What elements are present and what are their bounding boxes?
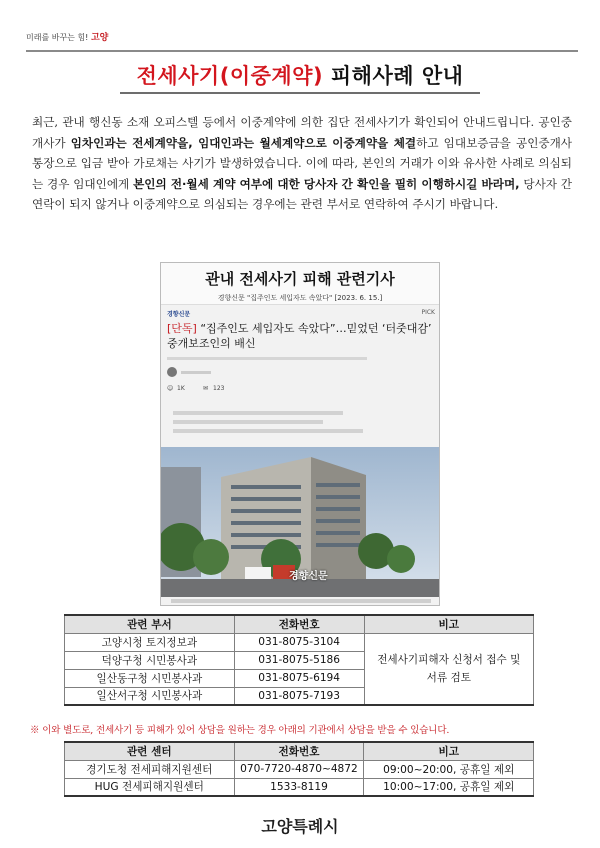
like-icon: ☺ [167,385,174,392]
dept-phone: 031-8075-5186 [234,651,364,669]
dept-phone: 031-8075-3104 [234,633,364,651]
table-row [65,778,534,796]
dept-header-note: 비고 [364,615,533,633]
slogan-text: 미래를 바꾸는 힘! [26,33,89,42]
page-title [0,60,600,90]
news-source: 경향신문 [167,311,191,318]
footer-city-name: 고양특례시 [261,817,339,836]
dept-note-line-2: 서류 검토 [426,671,471,684]
department-contact-table [64,614,534,706]
article-subheading: 경향신문 "집주인도 세입자도 속았다" [2023. 6. 15.] [217,294,383,302]
header-divider [26,50,578,52]
article-meta [167,309,435,319]
title-highlight: 전세사기(이중계약) [136,64,324,88]
table-row [65,633,534,651]
dept-note-line-1: 전세사기피해자 신청서 접수 및 [377,653,521,666]
center-name: HUG 전세피해지원센터 [65,778,235,796]
center-header-phone: 전화번호 [234,742,364,760]
intro-emphasis-2: 본인의 전·월세 계약 여부에 대한 당사자 간 확인을 필히 이행하시길 바라며, [133,176,520,191]
center-note: 09:00~20:00, 공휴일 제외 [364,760,534,778]
intro-text-1: 최근, 관내 행신동 소재 오피스텔 등에서 이중계약에 의한 집단 전세사기가 확인되어 안내드립니다. 공인중개사가 [32,115,572,150]
news-article-image [160,262,440,606]
center-header-note: 비고 [364,742,534,760]
dept-note [364,633,533,705]
center-header-center: 관련 센터 [65,742,235,760]
brand-text: 고양 [90,33,109,43]
comment-count: 123 [213,385,225,392]
top-header [26,28,578,50]
reaction-row [167,385,435,397]
dept-phone: 031-8075-6194 [234,669,364,687]
dept-table-header-row [65,615,534,633]
article-dateline [167,355,435,361]
headline-text: “집주인도 세입자도 속았다”…믿었던 ‘터줏대감’ 중개보조인의 배신 [167,322,432,350]
dept-name: 덕양구청 시민봉사과 [65,651,235,669]
dept-header-dept: 관련 부서 [65,615,235,633]
center-name: 경기도청 전세피해지원센터 [65,760,235,778]
article-header [161,263,439,305]
dept-name: 고양시청 토지정보과 [65,633,235,651]
article-headline [167,321,435,351]
photo-caption-line [171,599,431,603]
article-summary-lines [173,411,423,438]
photo-watermark: 경향신문 [289,571,328,582]
building-photo [161,447,440,597]
center-phone: 070-7720-4870~4872 [234,760,364,778]
reporter-avatar [167,367,177,377]
support-center-table [64,741,534,797]
exclusive-label: [단독] [167,322,197,335]
comment-icon: ✉ [203,385,209,392]
center-table-header-row [65,742,534,760]
center-note: 10:00~17:00, 공휴일 제외 [364,778,534,796]
like-count: 1K [177,385,185,392]
center-phone: 1533-8119 [234,778,364,796]
slogan [26,30,108,43]
dept-name: 일산서구청 시민봉사과 [65,687,235,705]
article-heading: 관내 전세사기 피해 관련기사 [205,270,395,288]
reporter-row [167,367,435,379]
table-row [65,760,534,778]
intro-emphasis-1: 임차인과는 전세계약을, 임대인과는 월세계약으로 이중계약을 체결 [70,135,417,150]
dept-phone: 031-8075-7193 [234,687,364,705]
pick-badge: PICK [421,309,435,316]
dept-header-phone: 전화번호 [234,615,364,633]
intro-text-3: 당사자 간 연락이 되지 않거나 이중계약으로 의심되는 경우에는 관련 부서로 연락하여 주시기 바랍니다. [32,176,572,211]
intro-paragraph [32,112,572,215]
title-underline [120,92,480,94]
reporter-name-placeholder [181,371,211,374]
title-rest: 피해사례 안내 [330,64,464,88]
intro-text-2: 하고 임대보증금을 공인중개사 통장으로 입금 받아 가로채는 사기가 발생하였습니다. 이에 따라, 본인의 거래가 이와 유사한 사례로 의심되는 경우 임대인에게 [32,135,572,191]
consultation-notice: ※ 이와 별도로, 전세사기 등 피해가 있어 상담을 원하는 경우 아래의 기관에서 상담을 받을 수 있습니다. [30,725,450,736]
dept-name: 일산동구청 시민봉사과 [65,669,235,687]
